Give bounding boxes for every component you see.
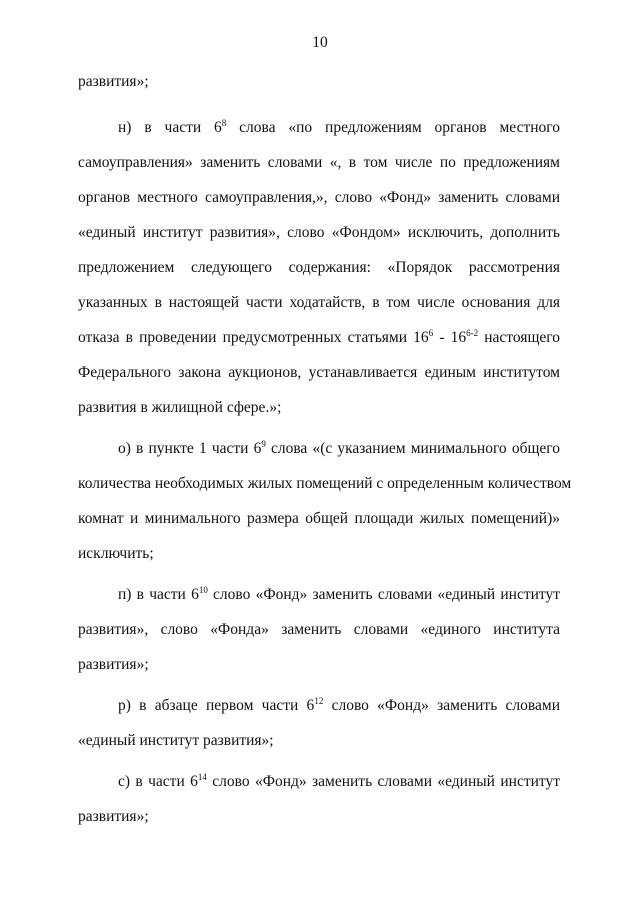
text-fragment: с) в части 6: [118, 773, 198, 790]
text-fragment: - 16: [433, 329, 467, 346]
text-line: [78, 326, 560, 361]
superscript: 6-2: [466, 328, 479, 338]
text-line: развития в жилищной сфере.»;: [78, 399, 282, 416]
text-line: развития», слово «Фонда» заменить словами «единого института: [78, 621, 560, 638]
text-line: комнат и минимального размера общей площади жилых помещений)»: [78, 510, 560, 527]
superscript: 10: [198, 585, 208, 595]
paragraph-continuation: [78, 70, 560, 106]
superscript: 12: [314, 696, 324, 706]
text-line: количества необходимых жилых помещений с определенным количеством: [78, 475, 572, 492]
text-fragment: слово «Фонд» заменить словами: [323, 697, 560, 714]
text-line: «единый институт развития», слово «Фондом» исключить, дополнить: [78, 224, 560, 241]
text-line: развития»;: [78, 73, 149, 90]
text-fragment: р) в абзаце первом части 6: [118, 697, 315, 714]
text-fragment: слова «по предложениям органов местного: [226, 119, 560, 136]
text-fragment: отказа в проведении предусмотренных статьями 16: [78, 329, 429, 346]
text-line: Федерального закона аукционов, устанавливается единым институтом: [78, 364, 560, 381]
superscript: 8: [221, 118, 227, 128]
text-line: [78, 583, 560, 618]
superscript: 9: [261, 439, 266, 449]
text-line: [78, 437, 560, 472]
text-fragment: п) в части 6: [118, 586, 199, 603]
page-number: 10: [312, 34, 328, 51]
text-line: предложением следующего содержания: «Порядок рассмотрения: [78, 259, 560, 276]
text-line: [78, 770, 560, 805]
text-fragment: слова «(с указанием минимального общего: [265, 440, 560, 457]
text-line: самоуправления» заменить словами «, в том числе по предложениям: [78, 154, 560, 171]
text-line: указанных в настоящей части ходатайств, в том числе основания для: [78, 294, 560, 311]
paragraph-item-o: [78, 437, 572, 577]
paragraph-item-r: [78, 694, 560, 764]
text-line: развития»;: [78, 808, 149, 825]
text-line: органов местного самоуправления,», слово «Фонд» заменить словами: [78, 189, 560, 206]
text-fragment: о) в пункте 1 части 6: [118, 440, 262, 457]
document-body: [78, 70, 572, 840]
text-fragment: н) в части 6: [118, 119, 222, 136]
text-line: развития»;: [78, 656, 149, 673]
text-fragment: настоящего: [478, 329, 560, 346]
superscript: 6: [428, 328, 434, 338]
text-fragment: слово «Фонд» заменить словами «единый институт: [206, 773, 560, 790]
text-line: [78, 694, 560, 729]
text-fragment: слово «Фонд» заменить словами «единый институт: [207, 586, 560, 603]
superscript: 14: [197, 772, 207, 782]
paragraph-item-n: [78, 116, 560, 431]
text-line: [78, 116, 560, 151]
paragraph-item-s: [78, 770, 560, 840]
text-line: исключить;: [78, 545, 154, 562]
text-line: «единый институт развития»;: [78, 732, 274, 749]
paragraph-item-p: [78, 583, 560, 688]
